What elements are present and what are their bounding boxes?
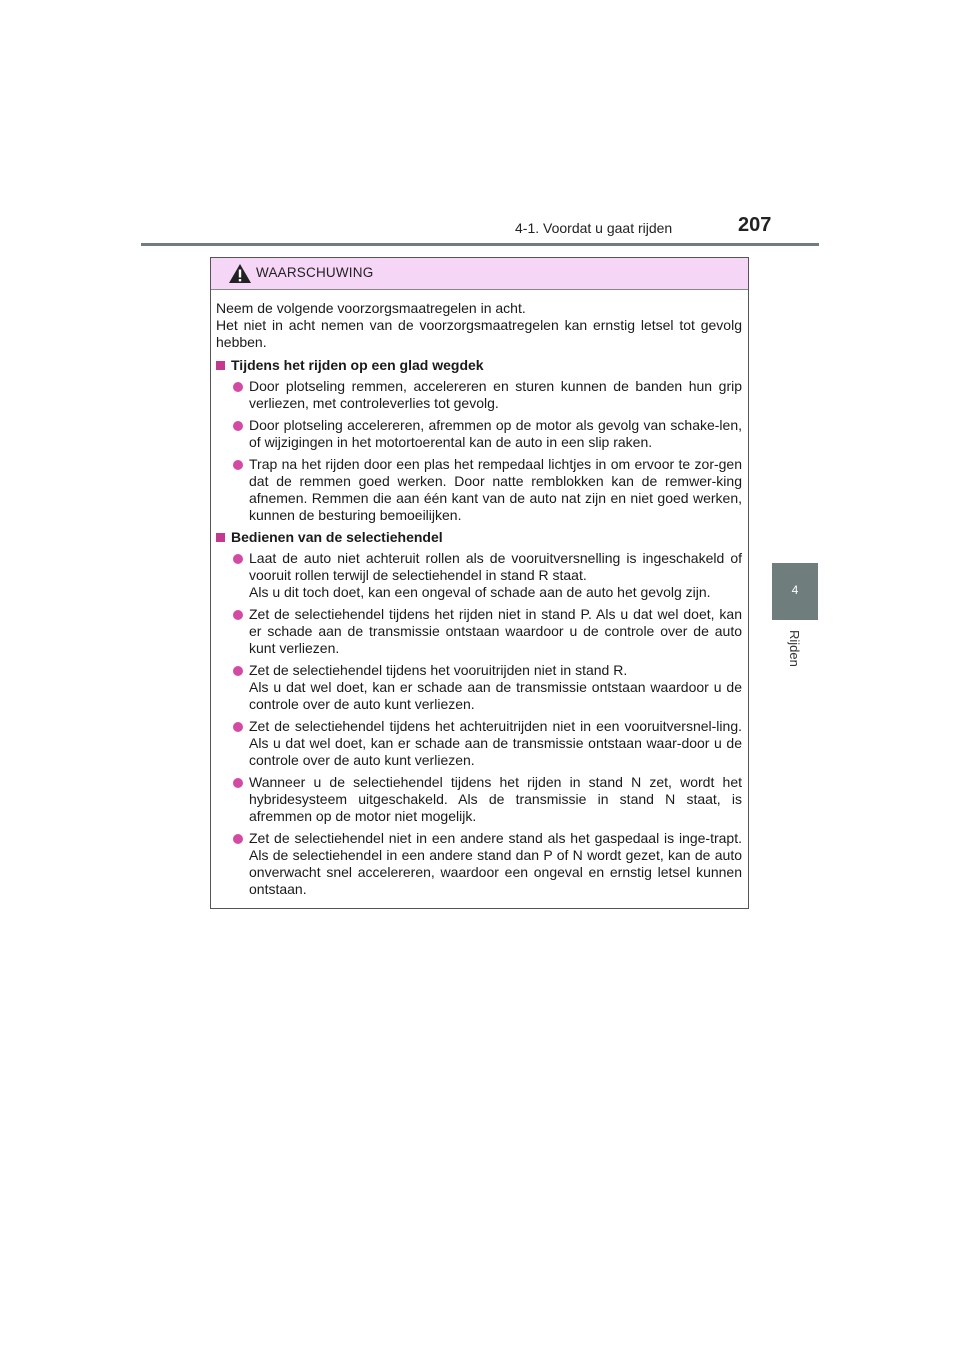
list-item-text: Door plotseling accelereren, afremmen op de motor als gevolg van schake-len, of wijzigingen in het motortoerental kan de auto in een slip raken. bbox=[249, 417, 742, 450]
circle-bullet-icon bbox=[233, 666, 243, 676]
list-item-text: Als u dit toch doet, kan een ongeval of schade aan de auto het gevolg zijn. bbox=[249, 584, 711, 600]
list-item bbox=[216, 550, 742, 601]
section-heading-text: Tijdens het rijden op een glad wegdek bbox=[231, 357, 484, 373]
warning-header bbox=[211, 258, 748, 290]
list-item-text: Zet de selectiehendel tijdens het vooruitrijden niet in stand R. bbox=[249, 662, 628, 678]
list-item bbox=[216, 662, 742, 713]
list-item bbox=[216, 830, 742, 898]
intro-line: Neem de volgende voorzorgsmaatregelen in acht. bbox=[216, 300, 526, 316]
list-item-text: Zet de selectiehendel tijdens het achteruitrijden niet in een vooruitversnel-ling. Als u dat wel doet, kan er schade aan de transmissie ontstaan waar-door u de controle over de auto kunt verliezen. bbox=[249, 718, 742, 768]
list-item bbox=[216, 774, 742, 825]
section-heading-text: Bedienen van de selectiehendel bbox=[231, 529, 443, 545]
list-item-text: Zet de selectiehendel niet in een andere stand als het gaspedaal is inge-trapt. Als de selectiehendel in een andere stand dan P of N wordt gezet, kan de auto onverwacht snel accelereren, waardoor een ongeval en ernstig letsel kunnen ontstaan. bbox=[249, 830, 742, 897]
list-item bbox=[216, 417, 742, 451]
warning-title: WAARSCHUWING bbox=[256, 265, 374, 280]
list-item-text: Laat de auto niet achteruit rollen als de vooruitversnelling is ingeschakeld of vooruit rollen terwijl de selectiehendel in stand R staat. bbox=[249, 550, 742, 583]
list-item-text: Als u dat wel doet, kan er schade aan de transmissie ontstaan waardoor u de controle over de auto kunt verliezen. bbox=[249, 679, 742, 712]
list-item bbox=[216, 456, 742, 524]
warning-section bbox=[216, 357, 742, 524]
intro-line: Het niet in acht nemen van de voorzorgsmaatregelen kan ernstig letsel tot gevolg hebben. bbox=[216, 317, 742, 350]
circle-bullet-icon bbox=[233, 554, 243, 564]
header-divider bbox=[141, 243, 819, 246]
list-item bbox=[216, 606, 742, 657]
list-item bbox=[216, 378, 742, 412]
list-item-text: Wanneer u de selectiehendel tijdens het rijden in stand N zet, wordt het hybridesysteem uitgeschakeld. Als de transmissie in stand N staat, is afremmen op de motor niet mogelijk. bbox=[249, 774, 742, 824]
header-section-title: 4-1. Voordat u gaat rijden bbox=[515, 220, 673, 236]
section-heading bbox=[216, 529, 742, 546]
circle-bullet-icon bbox=[233, 778, 243, 788]
warning-body bbox=[211, 290, 748, 898]
warning-triangle-icon bbox=[228, 263, 252, 284]
square-bullet-icon bbox=[216, 361, 225, 370]
circle-bullet-icon bbox=[233, 722, 243, 732]
list-item bbox=[216, 718, 742, 769]
circle-bullet-icon bbox=[233, 834, 243, 844]
chapter-tab bbox=[772, 563, 818, 620]
section-heading bbox=[216, 357, 742, 374]
list-item-text: Trap na het rijden door een plas het rempedaal lichtjes in om ervoor te zor-gen dat de remmen goed werken. Door natte remblokken kan de remwer-king afnemen. Remmen die aan één kant van de auto nat zijn en niet goed werken, kunnen de besturing bemoeilijken. bbox=[249, 456, 742, 523]
chapter-label-container bbox=[787, 630, 804, 690]
square-bullet-icon bbox=[216, 533, 225, 542]
list-item-text: Zet de selectiehendel tijdens het rijden niet in stand P. Als u dat wel doet, kan er schade aan de transmissie ontstaan waardoor u de controle over de auto kunt verliezen. bbox=[249, 606, 742, 656]
list-item-text: Door plotseling remmen, accelereren en sturen kunnen de banden hun grip verliezen, met controleverlies tot gevolg. bbox=[249, 378, 742, 411]
warning-section bbox=[216, 529, 742, 898]
circle-bullet-icon bbox=[233, 610, 243, 620]
chapter-label: Rijden bbox=[787, 630, 802, 667]
page-number: 207 bbox=[738, 214, 772, 236]
circle-bullet-icon bbox=[233, 382, 243, 392]
circle-bullet-icon bbox=[233, 460, 243, 470]
circle-bullet-icon bbox=[233, 421, 243, 431]
chapter-number: 4 bbox=[791, 583, 799, 597]
warning-box bbox=[210, 257, 749, 909]
